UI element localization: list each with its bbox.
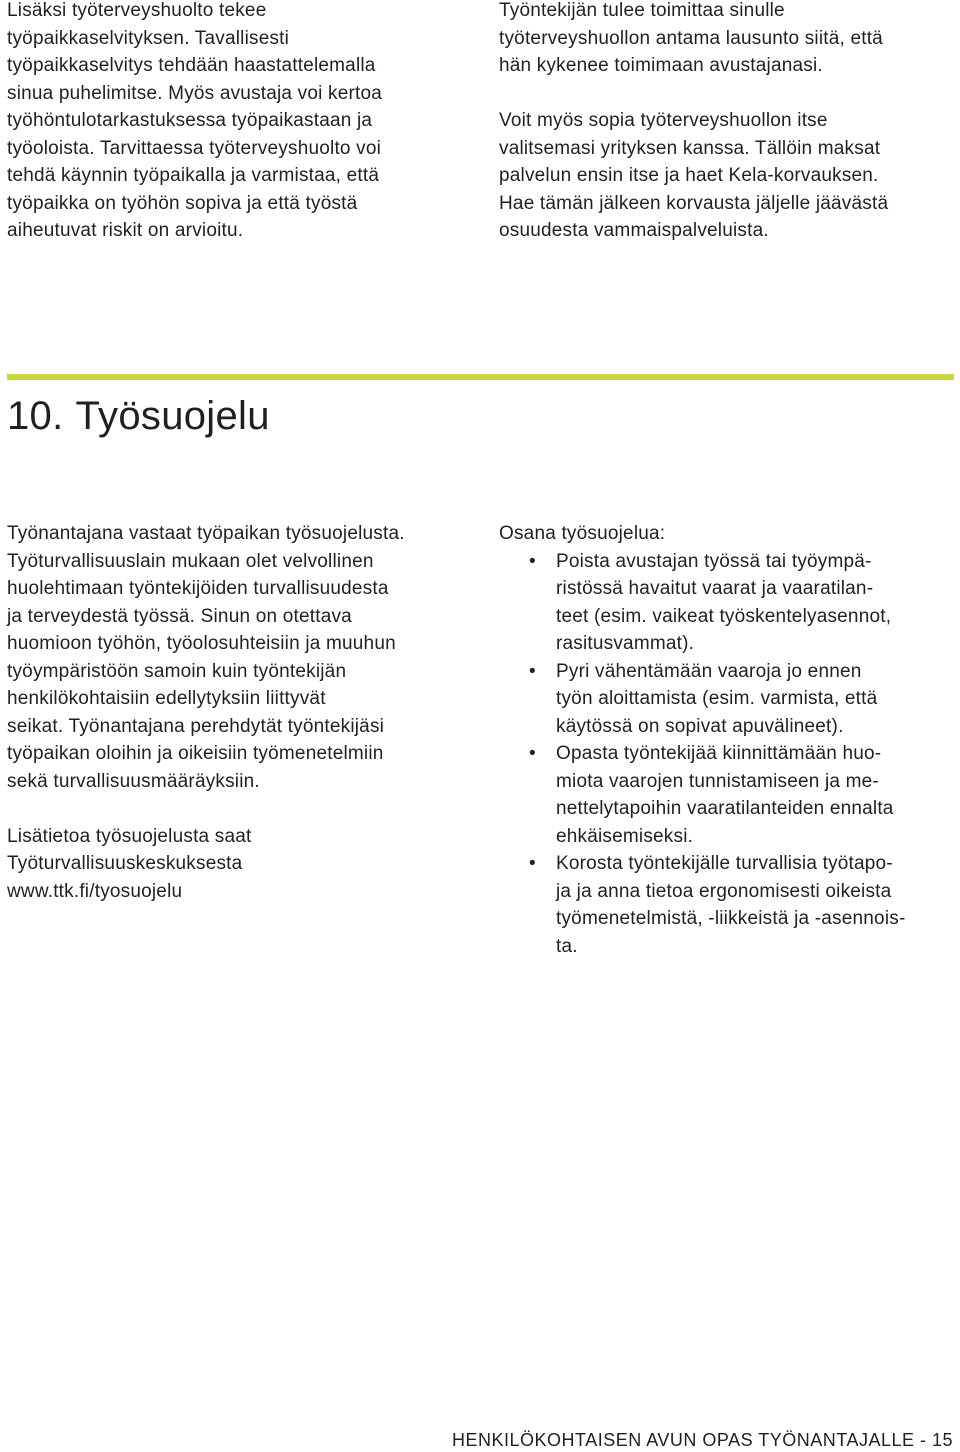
paragraph-gap — [7, 795, 467, 823]
text-line: seikat. Työnantajana perehdytät työntekijäsi — [7, 715, 385, 737]
text-line: Voit myös sopia työterveyshuollon itse — [499, 110, 828, 131]
text-line: nettelytapoihin vaaratilanteiden ennalta — [556, 798, 894, 819]
section-number: 10. — [7, 394, 64, 438]
employer-duty-paragraph — [7, 520, 467, 795]
bullet-icon: • — [529, 743, 536, 764]
text-line: valitsemasi yrityksen kanssa. Tällöin maksat — [499, 137, 881, 159]
text-line: työoloista. Tarvittaessa työterveyshuolto voi — [7, 137, 382, 159]
text-line: aiheutuvat riskit on arvioitu. — [7, 220, 244, 241]
text-line: työpaikkaselvitys tehdään haastattelemalla — [7, 55, 376, 76]
section-heading — [7, 392, 270, 440]
text-line: Hae tämän jälkeen korvausta jäljelle jäävästä — [499, 192, 889, 214]
text-line: Osana työsuojelua: — [499, 523, 666, 544]
text-line: Työntekijän tulee toimittaa sinulle — [499, 0, 785, 21]
text-line: Työturvallisuuslain mukaan olet velvollinen — [7, 550, 374, 572]
text-line: osuudesta vammaispalveluista. — [499, 220, 769, 241]
list-item — [499, 850, 949, 960]
text-line: työn aloittamista (esim. varmista, että — [556, 688, 878, 709]
text-line: huolehtimaan työntekijöiden turvallisuudesta — [7, 578, 389, 599]
safety-task-list — [499, 548, 949, 961]
list-item — [499, 548, 949, 658]
occupational-health-paragraph — [7, 0, 457, 245]
text-line: Poista avustajan työssä tai työympä- — [556, 550, 872, 572]
list-item — [499, 658, 949, 741]
text-line: henkilökohtaisiin edellytyksiin liittyvät — [7, 688, 326, 709]
text-line: sekä turvallisuusmääräyksiin. — [7, 770, 260, 792]
text-line: Lisäksi työterveyshuolto tekee — [7, 0, 267, 21]
text-line: miota vaarojen tunnistamiseen ja me- — [556, 770, 879, 792]
paragraph-gap — [499, 80, 949, 108]
safety-column-left — [7, 520, 467, 905]
more-info-paragraph — [7, 823, 467, 906]
text-line: työympäristöön samoin kuin työntekijän — [7, 660, 347, 682]
text-line: ta. — [556, 935, 578, 957]
bullet-icon: • — [529, 550, 536, 572]
text-line: tehdä käynnin työpaikalla ja varmistaa, että — [7, 165, 380, 186]
text-line: rasitusvammat). — [556, 633, 695, 654]
text-line: sinua puhelimitse. Myös avustaja voi kertoa — [7, 82, 383, 104]
text-line: teet (esim. vaikeat työskentelyasennot, — [556, 605, 892, 627]
text-line: hän kykenee toimimaan avustajanasi. — [499, 55, 823, 76]
text-line: käytössä on sopivat apuvälineet). — [556, 715, 844, 737]
list-item — [499, 740, 949, 850]
text-line: työmenetelmistä, -liikkeistä ja -asennois- — [556, 908, 906, 929]
text-line: ristössä havaitut vaarat ja vaaratilan- — [556, 578, 874, 599]
section-divider — [7, 374, 954, 380]
reimbursement-paragraph — [499, 107, 949, 245]
text-line: ja ja anna tietoa ergonomisesti oikeista — [556, 880, 892, 902]
safety-column-right — [499, 520, 949, 960]
text-line: Työnantajana vastaat työpaikan työsuojelusta. — [7, 523, 405, 544]
text-line: työterveyshuollon antama lausunto siitä, että — [499, 27, 883, 49]
bullet-icon: • — [529, 853, 536, 874]
text-line: ehkäisemiseksi. — [556, 825, 694, 847]
text-line: Työturvallisuuskeskuksesta — [7, 853, 243, 874]
intro-column-right — [499, 0, 949, 245]
text-line: Opasta työntekijää kiinnittämään huo- — [556, 743, 882, 764]
text-line: palvelun ensin itse ja haet Kela-korvauksen. — [499, 165, 879, 186]
text-line: työpaikkaselvityksen. Tavallisesti — [7, 27, 290, 49]
text-line: työhöntulotarkastuksessa työpaikastaan ja — [7, 110, 373, 131]
bullet-icon: • — [529, 660, 536, 682]
text-line: työpaikka on työhön sopiva ja että työstä — [7, 192, 358, 214]
text-line: Korosta työntekijälle turvallisia työtapo- — [556, 853, 893, 874]
text-line: työpaikan oloihin ja oikeisiin työmenetelmiin — [7, 743, 384, 764]
section-title: Työsuojelu — [75, 394, 270, 438]
intro-column-left — [7, 0, 457, 245]
text-line: ja terveydestä työssä. Sinun on otettava — [7, 605, 352, 627]
text-line: Lisätietoa työsuojelusta saat — [7, 825, 252, 847]
list-intro — [499, 520, 949, 548]
ttk-link[interactable]: www.ttk.fi/tyosuojelu — [7, 880, 183, 902]
text-line: Pyri vähentämään vaaroja jo ennen — [556, 660, 862, 682]
page-footer: HENKILÖKOHTAISEN AVUN OPAS TYÖNANTAJALLE - 15 — [452, 1430, 953, 1450]
statement-paragraph — [499, 0, 949, 80]
text-line: huomioon työhön, työolosuhteisiin ja muuhun — [7, 633, 396, 654]
